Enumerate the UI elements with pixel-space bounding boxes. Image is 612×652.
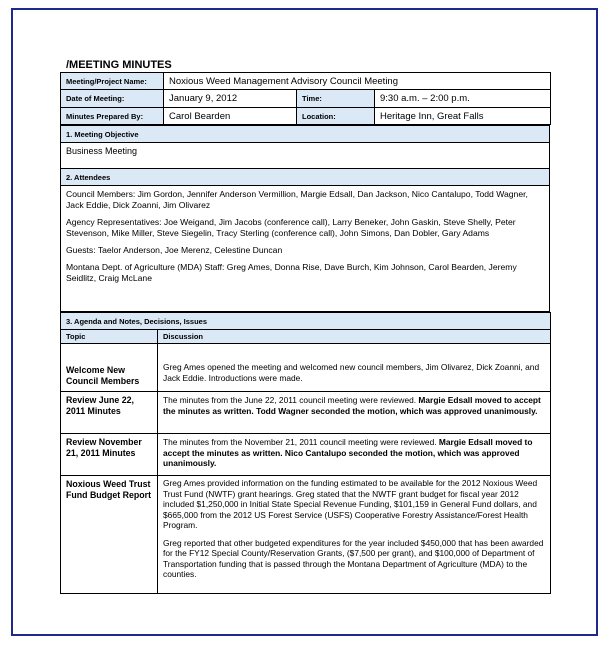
section-heading-attendees: 2. Attendees — [61, 169, 550, 186]
attendees-guests: Guests: Taelor Anderson, Joe Merenz, Celestine Duncan — [66, 245, 283, 255]
col-discussion-header: Discussion — [158, 330, 551, 344]
topic-cell: Welcome New Council Members — [61, 344, 158, 392]
table-row — [61, 392, 551, 434]
objective-text: Business Meeting — [61, 143, 550, 171]
discussion-text: The minutes from the June 22, 2011 council meeting were reviewed. — [163, 395, 419, 405]
prepared-label: Minutes Prepared By: — [61, 108, 164, 125]
discussion-motion: Margie Edsall moved to accept the minutes as written. Todd Wagner seconded the motion, which was approved unanimously. — [163, 395, 541, 416]
attendees-cell — [61, 186, 550, 312]
section-attendees — [60, 168, 550, 312]
project-value: Noxious Weed Management Advisory Council Meeting — [164, 73, 551, 90]
project-label: Meeting/Project Name: — [61, 73, 164, 90]
discussion-motion: Margie Edsall moved to accept the minutes as written. Nico Cantalupo seconded the motion, which was approved unanimously. — [163, 437, 533, 468]
attendees-mda: Montana Dept. of Agriculture (MDA) Staff: Greg Ames, Donna Rise, Dave Burch, Kim Johnson, Carol Bearden, Jeremy Seidlitz, Craig McLane — [66, 262, 517, 283]
section-heading-agenda: 3. Agenda and Notes, Decisions, Issues — [61, 313, 551, 330]
discussion-cell: Greg Ames opened the meeting and welcomed new council members, Jim Olivarez, Dick Zoanni, and Jack Eddie. Introductions were made. — [158, 344, 551, 392]
location-value: Heritage Inn, Great Falls — [375, 108, 551, 125]
topic-cell: Review November 21, 2011 Minutes — [61, 434, 158, 476]
attendees-agency: Agency Representatives: Joe Weigand, Jim Jacobs (conference call), Larry Beneker, John Gaskin, Steve Shelly, Peter Stevenson, Mike Miller, Steve Siegelin, Tracy Sterling (conference call), John Simons, Dan Dobler, Gary Adams — [66, 217, 516, 238]
discussion-cell — [158, 476, 551, 594]
time-value: 9:30 a.m. – 2:00 p.m. — [375, 90, 551, 108]
date-label: Date of Meeting: — [61, 90, 164, 108]
page-title: /MEETING MINUTES — [66, 59, 172, 71]
section-heading-objective: 1. Meeting Objective — [61, 126, 550, 143]
prepared-value: Carol Bearden — [164, 108, 297, 125]
table-row — [61, 434, 551, 476]
section-agenda — [60, 312, 551, 594]
date-value: January 9, 2012 — [164, 90, 297, 108]
discussion-text: Greg reported that other budgeted expenditures for the year included $450,000 that has been awarded for the FY12 Special County/Reservation Grants, ($7,500 per grant), and $100,000 of Department of Transportation funding that is passed through the Montana Department of Agriculture (MDA) to the counties. — [163, 537, 544, 579]
attendees-council: Council Members: Jim Gordon, Jennifer Anderson Vermillion, Margie Edsall, Dan Jackson, Nico Cantalupo, Todd Wagner, Jack Eddie, Dick Zoanni, Jim Olivarez — [66, 189, 528, 210]
discussion-cell — [158, 434, 551, 476]
discussion-text: The minutes from the November 21, 2011 council meeting were reviewed. — [163, 437, 439, 447]
topic-cell: Noxious Weed Trust Fund Budget Report — [61, 476, 158, 594]
col-topic-header: Topic — [61, 330, 158, 344]
discussion-cell — [158, 392, 551, 434]
time-label: Time: — [297, 90, 375, 108]
table-row — [61, 344, 551, 392]
meeting-info-table — [60, 72, 551, 125]
discussion-text: Greg Ames provided information on the funding estimated to be available for the 2012 Noxious Weed Trust Fund (NWTF) grant hearings. Greg stated that the NWTF grant budget for fiscal year 2012 included $1,250,000 in Initial State Special Revenue Funding, $101,159 in General Fund dollars, and $665,000 from the 2012 US Forest Service (USFS) Cooperative Forestry Assistance/Forest Health Program. — [163, 478, 538, 530]
section-objective — [60, 125, 550, 171]
topic-cell: Review June 22, 2011 Minutes — [61, 392, 158, 434]
table-row — [61, 476, 551, 594]
location-label: Location: — [297, 108, 375, 125]
